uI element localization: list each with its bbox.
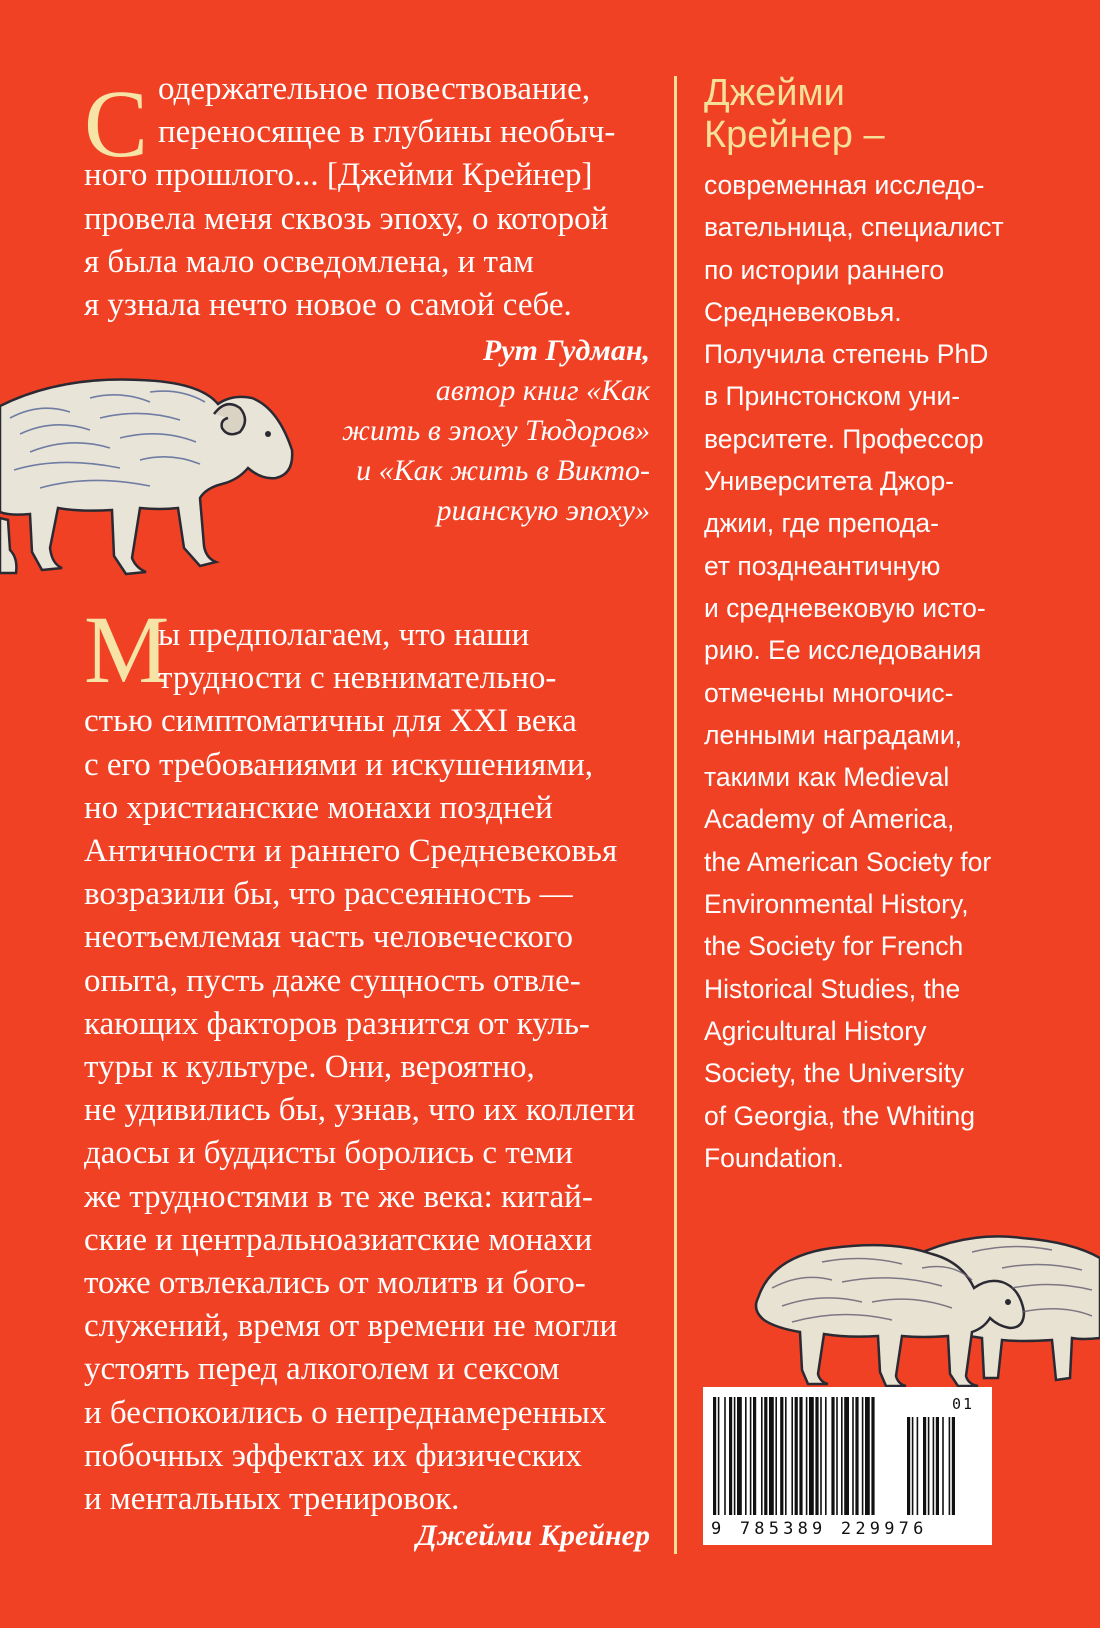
excerpt-line: и беспокоились о непреднамеренных [84,1394,607,1431]
bio-line: Получила степень PhD [704,339,989,370]
bio-line: в Принстонском уни- [704,381,961,412]
sheep-pair-illustration [752,1228,1100,1388]
bio-line: Environmental History, [704,889,969,920]
bio-line: the American Society for [704,846,992,877]
excerpt-line: возразили бы, что рассеянность — [84,876,573,913]
bio-line: такими как Medieval [704,762,950,793]
bio-line: джии, где препода- [704,508,939,539]
isbn-barcode [703,1387,992,1545]
isbn-number: 9 785389 229976 [711,1519,928,1539]
excerpt-line: ы предполагаем, что наши [158,617,530,653]
quote-line: ного прошлого... [Джейми Крейнер] [84,157,593,194]
excerpt-line: побочных эффектах их физических [84,1437,582,1474]
quote-drop-cap: С [84,70,149,177]
quote-line: я узнала нечто новое о самой себе. [84,287,572,324]
excerpt-line: даосы и буддисты боролись с теми [84,1135,573,1172]
quote-author: Рут Гудман, [482,334,650,367]
excerpt-line: не удивились бы, узнав, что их коллеги [84,1092,636,1129]
excerpt-line: трудности с невнимательно- [158,660,557,697]
bio-line: Society, the University [704,1058,965,1089]
barcode-addon: 01 [951,1395,974,1413]
quote-line: переносящее в глубины необыч- [158,114,616,151]
author-name-line: Джейми [704,72,845,114]
column-divider [674,76,677,1554]
excerpt-drop-cap: М [84,596,170,703]
excerpt-line: и ментальных тренировок. [84,1481,460,1518]
quote-attribution [342,331,650,531]
bio-line: of Georgia, the Whiting [704,1100,976,1131]
quote-line: провела меня сквозь эпоху, о которой [84,200,609,237]
quote-line: я была мало осведомлена, и там [84,243,534,280]
excerpt-line: стью симптоматичны для XXI века [84,703,577,740]
bio-line: ет позднеантичную [704,550,941,581]
review-quote [84,68,654,327]
bio-line: и средневековую исто- [704,592,986,623]
excerpt-line: туры к культуре. Они, вероятно, [84,1049,535,1086]
quote-author-note: рианскую эпоху» [436,494,650,527]
ram-illustration [0,368,300,583]
bio-line: ленными наградами, [704,719,962,750]
bio-line: Средневековья. [704,296,902,327]
excerpt-line: устоять перед алкоголем и сексом [84,1351,560,1388]
excerpt-line: неотъемлемая часть человеческого [84,919,574,956]
excerpt-line: кающих факторов разнится от куль- [84,1005,590,1042]
excerpt-line: но христианские монахи поздней [84,789,553,826]
bio-line: рию. Ее исследования [704,635,982,666]
excerpt-line: тоже отвлекались от молитв и бого- [84,1265,586,1302]
bio-line: Historical Studies, the [704,973,961,1004]
bio-line: Agricultural History [704,1015,927,1046]
quote-line: одержательное повествование, [158,71,591,107]
bio-line: Университета Джор- [704,466,955,497]
quote-author-note: автор книг «Как [435,374,650,407]
author-bio [704,164,1024,1179]
quote-author-note: и «Как жить в Викто- [356,454,650,487]
excerpt-line: с его требованиями и искушениями, [84,746,593,783]
excerpt-line: служений, время от времени не могли [84,1308,618,1345]
bio-line: современная исследо- [704,170,985,200]
quote-author-note: жить в эпоху Тюдоров» [342,414,650,447]
excerpt-line: же трудностями в те же века: китай- [84,1178,593,1215]
bio-line: Academy of America, [704,804,955,835]
excerpt-line: ские и центральноазиатские монахи [84,1221,593,1258]
author-name-line: Крейнер – [704,114,885,156]
excerpt-line: опыта, пусть даже сущность отвле- [84,962,581,999]
bio-line: вательница, специалист [704,212,1004,243]
bio-line: верситете. Профессор [704,423,984,454]
bio-line: the Society for French [704,931,964,962]
author-name-heading [704,72,885,156]
bio-line: отмечены многочис- [704,677,954,708]
excerpt-signature [416,1516,650,1556]
excerpt-line: Античности и раннего Средневековья [84,833,618,870]
bio-line: по истории раннего [704,254,945,285]
signature-name: Джейми Крейнер [416,1519,650,1552]
excerpt-text [84,614,654,1521]
bio-line: Foundation. [704,1142,844,1173]
